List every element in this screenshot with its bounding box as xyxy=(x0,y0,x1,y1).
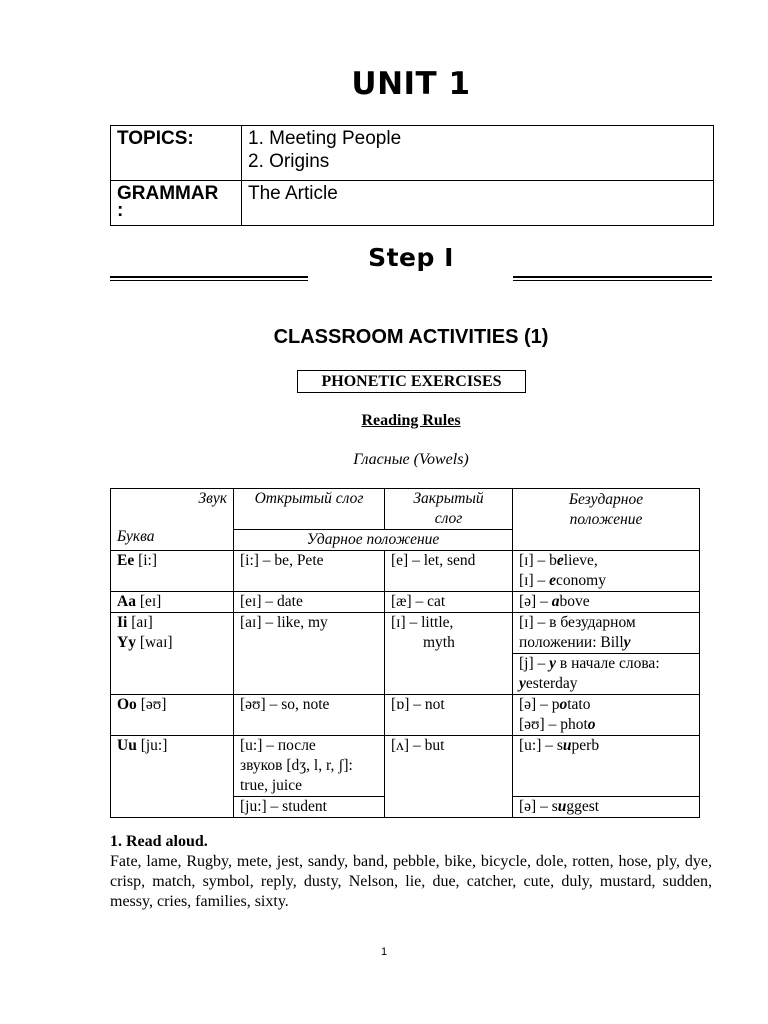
unit-title: UNIT 1 xyxy=(351,66,471,102)
exercise-text: Fate, lame, Rugby, mete, jest, sandy, band, pebble, bike, bicycle, dole, rotten, hose, ply, dye, crisp, match, symbol, reply, dusty, Nelson, lie, due, catcher, cute, duly, mustard, sudden, messy, cries, families, sixty. xyxy=(110,853,712,910)
topics-value xyxy=(242,126,714,181)
grammar-value: The Article xyxy=(242,181,714,226)
header-unstressed: Безударное положение xyxy=(513,489,700,551)
letter-cell: Ee [i:] xyxy=(111,551,234,592)
step-rule-left xyxy=(110,276,308,279)
closed-cell: [æ] – cat xyxy=(385,592,513,613)
letter-cell: Oo [əʊ] xyxy=(111,695,234,736)
vowel-row-oo xyxy=(111,695,700,736)
unstressed-cell: [u:] – superb xyxy=(513,736,700,797)
vowel-row-uu xyxy=(111,736,700,797)
vowels-table xyxy=(110,488,700,818)
open-cell: [i:] – be, Pete xyxy=(234,551,385,592)
open-cell: [aɪ] – like, my xyxy=(234,613,385,695)
closed-cell: [ɪ] – little, myth xyxy=(385,613,513,695)
grammar-row xyxy=(111,181,714,226)
open-cell: [u:] – после звуков [dʒ, l, r, ʃ]: true, juice xyxy=(234,736,385,797)
step-rule-right xyxy=(513,276,712,279)
letter-cell: Uu [ju:] xyxy=(111,736,234,818)
header-open-syllable: Открытый слог xyxy=(234,489,385,530)
open-cell: [ju:] – student xyxy=(234,797,385,818)
header-sound-letter: Звук Буква xyxy=(111,489,234,551)
closed-cell: [ɒ] – not xyxy=(385,695,513,736)
activities-title: CLASSROOM ACTIVITIES (1) xyxy=(273,326,549,348)
open-cell: [əʊ] – so, note xyxy=(234,695,385,736)
header-closed-syllable: Закрытый слог xyxy=(385,489,513,530)
vowel-row-ee xyxy=(111,551,700,592)
grammar-label: GRAMMAR : xyxy=(111,181,242,226)
topic-item: 2. Origins xyxy=(248,151,330,172)
topic-item: 1. Meeting People xyxy=(248,128,402,149)
open-cell: [eɪ] – date xyxy=(234,592,385,613)
vowel-row-aa xyxy=(111,592,700,613)
topics-label: TOPICS: xyxy=(111,126,242,181)
unstressed-cell: [ə] – suggest xyxy=(513,797,700,818)
phonetic-exercises-box: PHONETIC EXERCISES xyxy=(297,370,526,393)
vowels-header-row xyxy=(111,489,700,530)
letter-cell: Ii [aɪ] Yy [waɪ] xyxy=(111,613,234,695)
unstressed-cell: [ɪ] – believe, [ɪ] – economy xyxy=(513,551,700,592)
vowel-row-ii xyxy=(111,613,700,695)
topics-row xyxy=(111,126,714,181)
unstressed-cell: [ə] – potato [əʊ] – photo xyxy=(513,695,700,736)
vowels-heading: Гласные (Vowels) xyxy=(353,451,469,468)
closed-cell: [ʌ] – but xyxy=(385,736,513,818)
reading-rules-heading: Reading Rules xyxy=(361,412,461,429)
step-title: Step I xyxy=(368,243,454,272)
header-stressed: Ударное положение xyxy=(234,530,513,551)
closed-cell: [e] – let, send xyxy=(385,551,513,592)
exercise-title: 1. Read aloud. xyxy=(110,833,208,850)
topics-table xyxy=(110,125,714,226)
unstressed-cell: [ə] – above xyxy=(513,592,700,613)
unstressed-cell: [ɪ] – в безударном положении: Billy [j] – y в начале слова: yesterday xyxy=(513,613,700,695)
page-number: 1 xyxy=(380,946,388,958)
letter-cell: Aa [eɪ] xyxy=(111,592,234,613)
